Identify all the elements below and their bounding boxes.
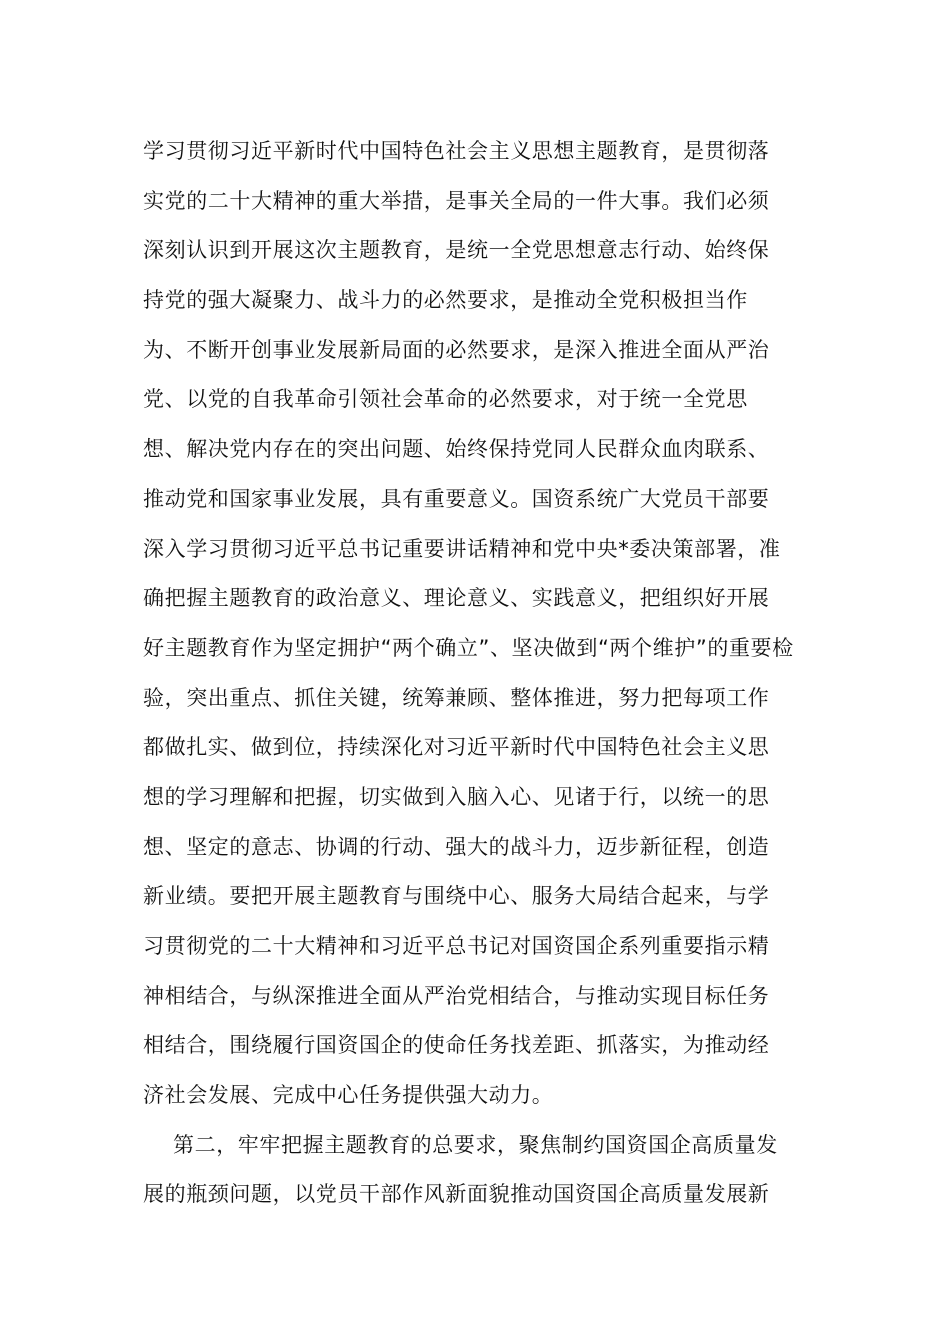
text-line: 学习贯彻习近平新时代中国特色社会主义思想主题教育，是贯彻落 bbox=[143, 139, 770, 163]
text-line: 都做扎实、做到位，持续深化对习近平新时代中国特色社会主义思 bbox=[143, 735, 770, 760]
text-line: 展的瓶颈问题，以党员干部作风新面貌推动国资国企高质量发展新 bbox=[143, 1182, 770, 1207]
paragraph-1 bbox=[143, 127, 807, 1121]
text-line: 想的学习理解和把握，切实做到入脑入心、见诸于行，以统一的思 bbox=[143, 784, 770, 809]
text-line: 实党的二十大精神的重大举措，是事关全局的一件大事。我们必须 bbox=[143, 188, 770, 213]
text-line: 济社会发展、完成中心任务提供强大动力。 bbox=[143, 1083, 554, 1108]
text-line: 为、不断开创事业发展新局面的必然要求，是深入推进全面从严治 bbox=[143, 337, 770, 362]
text-line: 好主题教育作为坚定拥护“两个确立”、坚决做到“两个维护”的重要检 bbox=[143, 635, 794, 660]
text-line: 神相结合，与纵深推进全面从严治党相结合，与推动实现目标任务 bbox=[143, 983, 770, 1008]
text-line: 确把握主题教育的政治意义、理论意义、实践意义，把组织好开展 bbox=[143, 586, 770, 611]
text-line: 想、解决党内存在的突出问题、始终保持党同人民群众血肉联系、 bbox=[143, 437, 770, 462]
text-line: 党、以党的自我革命引领社会革命的必然要求，对于统一全党思 bbox=[143, 387, 748, 412]
paragraph-2 bbox=[143, 1121, 807, 1220]
text-line: 深入学习贯彻习近平总书记重要讲话精神和党中央*委决策部署，准 bbox=[143, 536, 781, 561]
text-line: 验，突出重点、抓住关键，统筹兼顾、整体推进，努力把每项工作 bbox=[143, 685, 770, 710]
text-line: 推动党和国家事业发展，具有重要意义。国资系统广大党员干部要 bbox=[143, 486, 770, 511]
document-body bbox=[143, 127, 807, 1220]
text-line: 深刻认识到开展这次主题教育，是统一全党思想意志行动、始终保 bbox=[143, 238, 770, 263]
text-line: 持党的强大凝聚力、战斗力的必然要求，是推动全党积极担当作 bbox=[143, 288, 748, 313]
text-line: 第二，牢牢把握主题教育的总要求，聚焦制约国资国企高质量发 bbox=[173, 1132, 778, 1157]
text-line: 习贯彻党的二十大精神和习近平总书记对国资国企系列重要指示精 bbox=[143, 934, 770, 958]
text-line: 想、坚定的意志、协调的行动、强大的战斗力，迈步新征程，创造 bbox=[143, 834, 770, 859]
text-line: 相结合，围绕履行国资国企的使命任务找差距、抓落实，为推动经 bbox=[143, 1033, 770, 1058]
text-line: 新业绩。要把开展主题教育与围绕中心、服务大局结合起来，与学 bbox=[143, 884, 770, 909]
